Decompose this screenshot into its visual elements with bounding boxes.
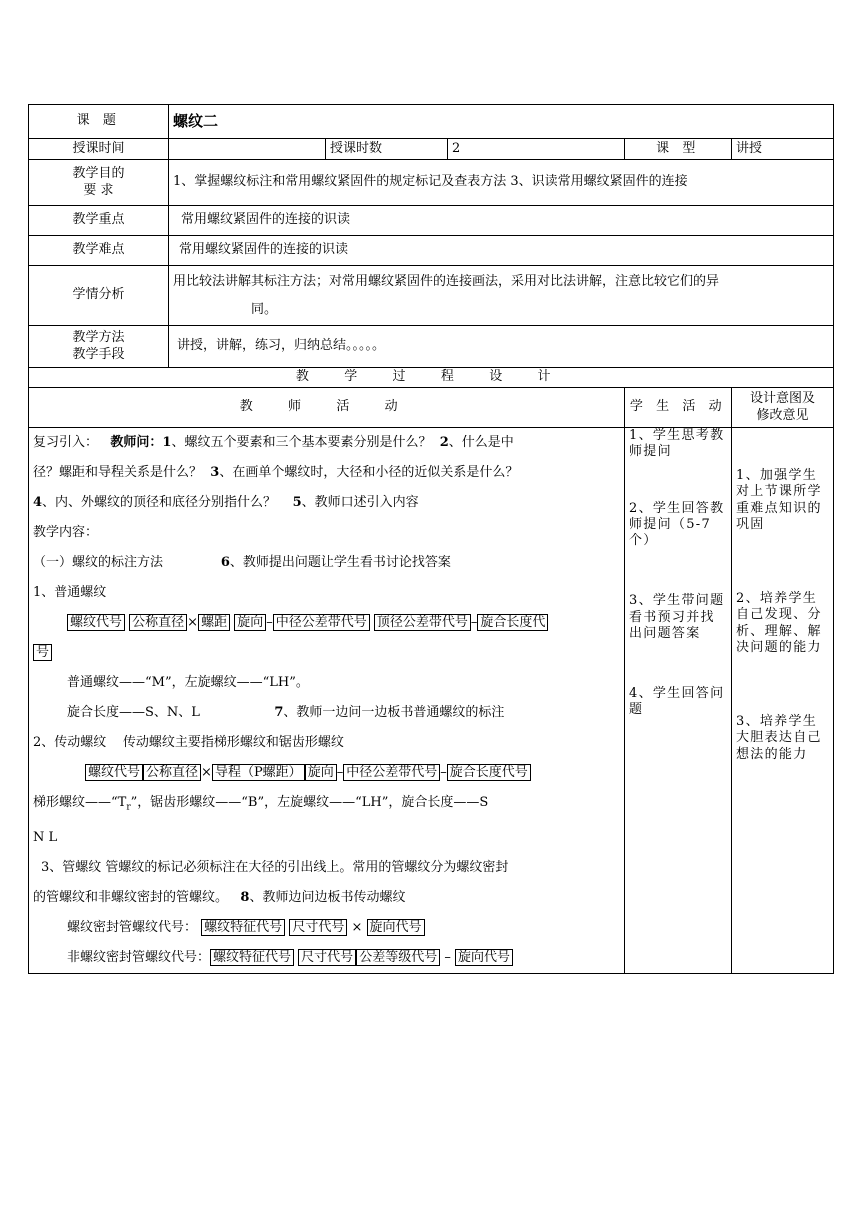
method-row (29, 326, 834, 368)
design-intent-3: 3、培养学生大胆表达自己想法的能力 (736, 714, 822, 762)
sealed-box-size-code: 尺寸代号 (289, 919, 347, 936)
objective-value: 1、掌握螺纹标注和常用螺纹紧固件的规定标记及查表方法 3、识读常用螺纹紧固件的连接 (169, 160, 834, 206)
drive-box-nominal-diameter: 公称直径 (143, 764, 201, 781)
design-intent-header-line2: 修改意见 (756, 407, 809, 423)
analysis-row (29, 266, 834, 326)
nonsealed-pipe-format: 非螺纹密封管螺纹代号： 螺纹特征代号 尺寸代号 公差等级代号 – 旋向代号 (33, 943, 620, 973)
code-box-engagement-length-wrap: 号 (33, 644, 52, 661)
design-content-row (29, 428, 834, 974)
lesson-plan-table (28, 104, 834, 974)
code-box-engagement-length: 旋合长度代 (477, 614, 548, 631)
student-activity-3: 3、学生带问题看书预习并找出问题答案 (629, 593, 725, 641)
nonsealed-box-size-code: 尺寸代号 (298, 949, 356, 966)
student-activity-4: 4、学生回答问题 (629, 686, 725, 718)
engagement-length-line: 旋合长度——S、N、L 7、教师一边问一边板书普通螺纹的标注 (67, 705, 505, 720)
student-activity-2: 2、学生回答教师提问（5-7个） (629, 500, 725, 548)
code-box-pitch: 螺距 (198, 614, 230, 631)
time-label: 授课时间 (29, 139, 169, 160)
method-label (29, 326, 169, 368)
drive-box-pitch-tolerance: 中径公差带代号 (343, 764, 440, 781)
key-point-label: 教学重点 (29, 206, 169, 236)
type-label: 课 型 (625, 139, 732, 160)
teacher-activity-cell (29, 428, 625, 974)
difficult-point-value: 常用螺纹紧固件的连接的识读 (169, 236, 834, 266)
analysis-value (169, 266, 834, 326)
code-box-direction: 旋向 (234, 614, 266, 631)
difficult-point-label: 教学难点 (29, 236, 169, 266)
drive-box-engagement-length: 旋合长度代号 (447, 764, 531, 781)
drive-box-thread-code: 螺纹代号 (85, 764, 143, 781)
difficult-point-row (29, 236, 834, 266)
method-label-line2: 教学手段 (72, 346, 125, 362)
teacher-activity-header: 教 师 活 动 (29, 388, 625, 428)
drive-thread-note: 梯形螺纹$——“T_r$”，锯齿形螺纹——“B”，左旋螺纹——“LH”，旋合长度——S (33, 795, 489, 813)
objective-label-line2: 要 求 (83, 182, 114, 198)
drive-thread-line: 2、传动螺纹 传动螺纹主要指梯形螺纹和锯齿形螺纹 (33, 735, 344, 750)
sealed-box-direction-code: 旋向代号 (367, 919, 425, 936)
method-label-line1: 教学方法 (72, 330, 125, 346)
student-activity-1: 1、学生思考教师提问 (629, 428, 725, 460)
design-intent-2: 2、培养学生自己发现、分析、理解、解决问题的能力 (736, 591, 822, 655)
student-activity-cell (625, 428, 732, 974)
code-box-thread-code: 螺纹代号 (67, 614, 125, 631)
type-value: 讲授 (732, 139, 834, 160)
nonsealed-box-tolerance-code: 公差等级代号 (356, 949, 440, 966)
design-intent-cell (732, 428, 834, 974)
method-value: 讲授，讲解，练习，归纳总结。。。。。 (169, 326, 834, 368)
common-thread-note: 普通螺纹——“M”，左旋螺纹——“LH”。 (67, 675, 309, 690)
common-thread-format-wrap (33, 638, 620, 668)
nonsealed-box-direction-code: 旋向代号 (455, 949, 513, 966)
topic-value: 螺纹二 (169, 105, 834, 139)
section1-line: （一）螺纹的标注方法 6、教师提出问题让学生看书讨论找答案 (33, 555, 451, 570)
drive-thread-format: 螺纹代号 公称直径 × 导程（P螺距） 旋向 – 中径公差带代号 – 旋合长度代号 (33, 758, 620, 788)
time-value (169, 139, 326, 160)
hours-value: 2 (448, 139, 625, 160)
design-intent-header (732, 388, 834, 428)
analysis-label: 学情分析 (29, 266, 169, 326)
code-box-pitch-tolerance: 中径公差带代号 (273, 614, 370, 631)
design-section-title: 教 学 过 程 设 计 (29, 368, 834, 388)
design-intent-header-line1: 设计意图及 (750, 391, 816, 407)
sealed-box-feature-code: 螺纹特征代号 (201, 919, 285, 936)
content-heading: 教学内容： (33, 525, 99, 540)
analysis-line1: 用比较法讲解其标注方法；对常用螺纹紧固件的连接画法，采用对比法讲解，注意比较它们的异 (173, 273, 720, 289)
design-intent-1: 1、加强学生对上节课所学重难点知识的巩固 (736, 468, 822, 532)
drive-box-lead: 导程（P螺距） (212, 764, 305, 781)
code-box-crest-tolerance: 顶径公差带代号 (374, 614, 471, 631)
objective-row (29, 160, 834, 206)
pipe-thread-line2: 的管螺纹和非螺纹密封的管螺纹。 8、教师边问边板书传动螺纹 (33, 889, 406, 905)
nonsealed-box-feature-code: 螺纹特征代号 (210, 949, 294, 966)
key-point-row (29, 206, 834, 236)
drive-thread-note-wrap: N L (33, 829, 58, 845)
analysis-line2: 同。 (251, 301, 278, 317)
review-line2: 径？螺距和导程关系是什么？ 3、在画单个螺纹时，大径和小径的近似关系是什么？ (33, 465, 519, 480)
design-title-row (29, 368, 834, 388)
drive-box-direction: 旋向 (305, 764, 337, 781)
sealed-pipe-format: 螺纹密封管螺纹代号： 螺纹特征代号 尺寸代号 × 旋向代号 (33, 913, 620, 943)
key-point-value: 常用螺纹紧固件的连接的识读 (169, 206, 834, 236)
review-line3: 4、内、外螺纹的顶径和底径分别指什么？ 5、教师口述引入内容 (33, 495, 419, 510)
topic-row (29, 105, 834, 139)
time-row (29, 139, 834, 160)
objective-label (29, 160, 169, 206)
topic-label: 课 题 (29, 105, 169, 139)
common-thread-format: 螺纹代号 公称直径 × 螺距 旋向 – 中径公差带代号 顶径公差带代号 – 旋合长度代 (33, 608, 620, 638)
hours-label: 授课时数 (326, 139, 448, 160)
pipe-thread-line1: 3、管螺纹 管螺纹的标记必须标注在大径的引出线上。常用的管螺纹分为螺纹密封 (41, 859, 509, 875)
code-box-nominal-diameter: 公称直径 (129, 614, 187, 631)
student-activity-header: 学 生 活 动 (625, 388, 732, 428)
design-header-row (29, 388, 834, 428)
objective-label-line1: 教学目的 (72, 166, 125, 182)
review-line1: 复习引入： 教师问：1、螺纹五个要素和三个基本要素分别是什么？ 2、什么是中 (33, 435, 514, 450)
common-thread-title: 1、普通螺纹 (33, 585, 107, 600)
